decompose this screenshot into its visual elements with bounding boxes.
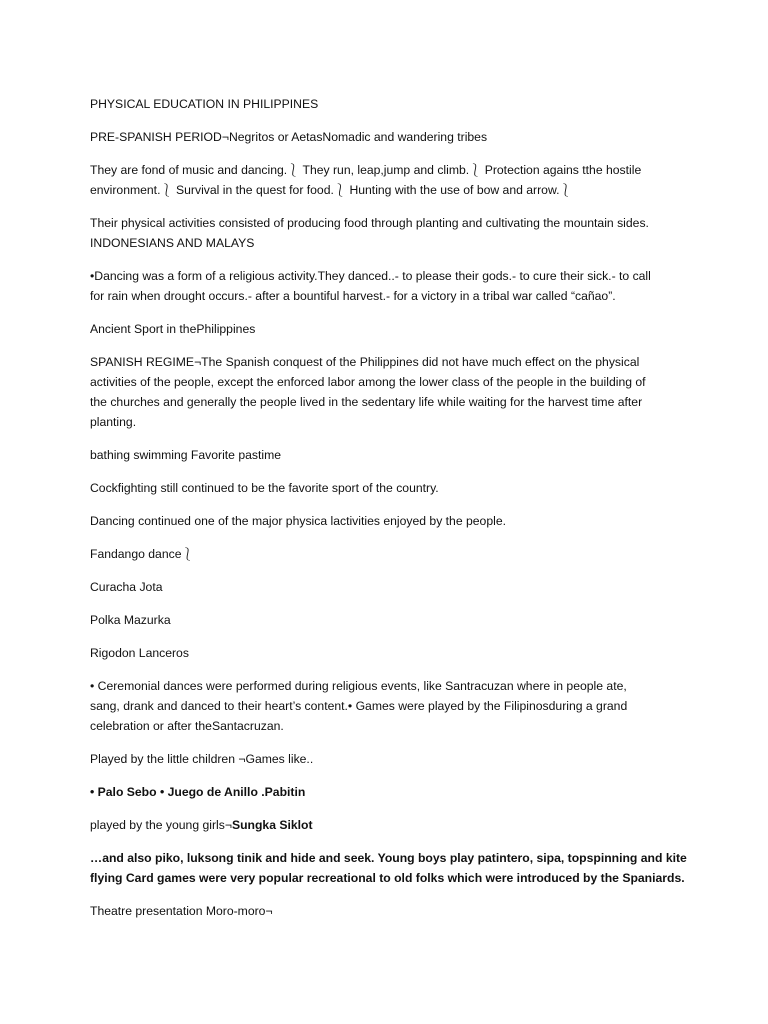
paragraph-line: for rain when drought occurs.- after a bountiful harvest.- for a victory in a tribal war called “cañao”. <box>90 289 616 303</box>
paragraph-line: •Dancing was a form of a religious activity.They danced..- to please their gods.- to cure their sick.- to call <box>90 269 651 283</box>
list-item-curacha-jota: Curacha Jota <box>90 580 163 594</box>
paragraph-line: • Ceremonial dances were performed during religious events, like Santracuzan where in people ate, <box>90 679 627 693</box>
document-title: PHYSICAL EDUCATION IN PHILIPPINES <box>90 97 319 111</box>
paragraph-line: the churches and generally the people lived in the sedentary life while waiting for the harvest time after <box>90 395 643 409</box>
paragraph-dancing-religious <box>90 266 690 306</box>
paragraph-bathing-swimming: bathing swimming Favorite pastime <box>90 448 282 462</box>
paragraph-little-children-games: Played by the little children ¬Games like.. <box>90 752 314 766</box>
paragraph-pre-spanish-period: PRE-SPANISH PERIOD¬Negritos or AetasNomadic and wandering tribes <box>90 130 488 144</box>
paragraph-line: …and also piko, luksong tinik and hide and seek. Young boys play patintero, sipa, topspinning and kite <box>90 851 687 865</box>
paragraph-line: planting. <box>90 415 137 429</box>
bold-text-sungka-siklot: Sungka Siklot <box>231 818 313 832</box>
list-item-fandango: Fandango dance⎱ <box>90 547 194 561</box>
paragraph-dancing-continued: Dancing continued one of the major physica lactivities enjoyed by the people. <box>90 514 506 528</box>
paragraph-line: SPANISH REGIME¬The Spanish conquest of the Philippines did not have much effect on the physical <box>90 355 640 369</box>
paragraph-line: sang, drank and danced to their heart’s content.• Games were played by the Filipinosduring a grand <box>90 699 628 713</box>
paragraph-cockfighting: Cockfighting still continued to be the favorite sport of the country. <box>90 481 439 495</box>
paragraph-theatre-presentation: Theatre presentation Moro-moro¬ <box>90 904 273 918</box>
paragraph-young-girls <box>90 815 690 835</box>
paragraph-palo-sebo: • Palo Sebo • Juego de Anillo .Pabitin <box>90 785 306 799</box>
document-body <box>90 94 690 934</box>
paragraph-ancient-sport: Ancient Sport in thePhilippines <box>90 322 256 336</box>
paragraph-line: Their physical activities consisted of producing food through planting and cultivating the mountain sides. <box>90 216 649 230</box>
paragraph-spanish-regime <box>90 352 690 432</box>
paragraph-ceremonial-dances <box>90 676 690 736</box>
section-heading-indonesians-malays: INDONESIANS AND MALAYS <box>90 236 255 250</box>
paragraph-physical-activities <box>90 213 690 253</box>
list-item-rigodon-lanceros: Rigodon Lanceros <box>90 646 189 660</box>
paragraph-line: celebration or after theSantacruzan. <box>90 719 284 733</box>
paragraph-fond-of-music <box>90 160 690 200</box>
paragraph-line: environment.⎱ Survival in the quest for food.⎱ Hunting with the use of bow and arrow.⎱ <box>90 183 572 197</box>
list-item-polka-mazurka: Polka Mazurka <box>90 613 171 627</box>
paragraph-line: They are fond of music and dancing.⎱ They run, leap,jump and climb.⎱ Protection agains tthe hostile <box>90 163 642 177</box>
paragraph-piko-luksong <box>90 848 690 888</box>
paragraph-text: played by the young girls¬ <box>90 818 232 832</box>
paragraph-line: activities of the people, except the enforced labor among the lower class of the people in the building of <box>90 375 646 389</box>
paragraph-line: flying Card games were very popular recreational to old folks which were introduced by the Spaniards. <box>90 871 685 885</box>
